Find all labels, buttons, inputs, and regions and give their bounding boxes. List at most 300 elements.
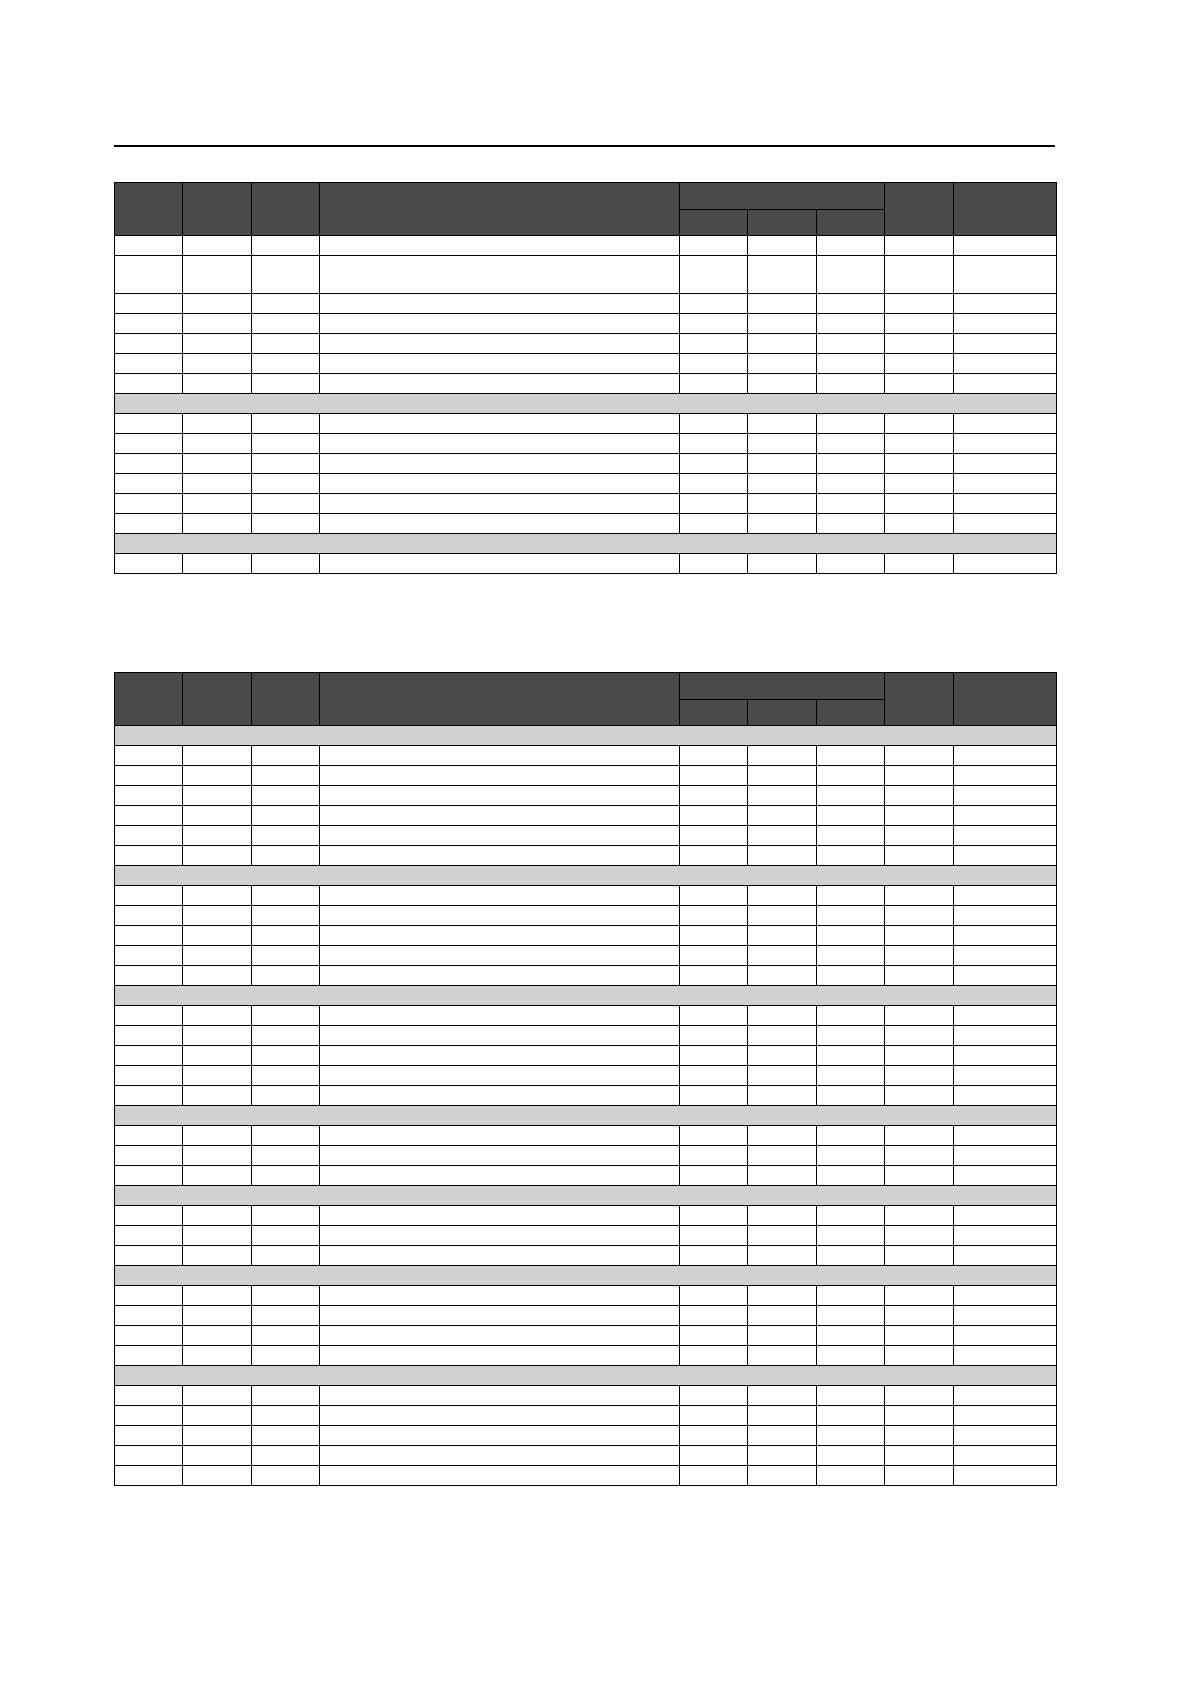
table-cell bbox=[183, 1386, 252, 1406]
table-cell bbox=[183, 1086, 252, 1106]
table-cell bbox=[954, 1046, 1057, 1066]
table-cell bbox=[817, 414, 885, 434]
table-cell bbox=[320, 1286, 680, 1306]
table-cell bbox=[748, 806, 817, 826]
table-cell bbox=[183, 786, 252, 806]
table-row bbox=[115, 1226, 1057, 1246]
table-row bbox=[115, 334, 1057, 354]
table-cell bbox=[183, 1026, 252, 1046]
table-cell bbox=[320, 1346, 680, 1366]
table-row bbox=[115, 886, 1057, 906]
table-cell bbox=[748, 1306, 817, 1326]
table-row bbox=[115, 1426, 1057, 1446]
table-cell bbox=[748, 1466, 817, 1486]
table-cell bbox=[748, 1026, 817, 1046]
table-cell bbox=[817, 966, 885, 986]
table-cell bbox=[748, 766, 817, 786]
table-cell bbox=[320, 514, 680, 534]
table-cell bbox=[885, 354, 954, 374]
table-cell bbox=[954, 1286, 1057, 1306]
table-cell bbox=[954, 1426, 1057, 1446]
table-cell bbox=[817, 494, 885, 514]
table-cell bbox=[680, 1066, 748, 1086]
table-cell bbox=[183, 1126, 252, 1146]
table-cell bbox=[115, 1026, 183, 1046]
table-cell bbox=[115, 1006, 183, 1026]
table-cell bbox=[320, 256, 680, 294]
table-cell bbox=[954, 1006, 1057, 1026]
table-cell bbox=[748, 926, 817, 946]
table-cell bbox=[680, 746, 748, 766]
table-cell bbox=[115, 1406, 183, 1426]
table-row bbox=[115, 434, 1057, 454]
table-row bbox=[115, 1166, 1057, 1186]
table-row bbox=[115, 1446, 1057, 1466]
table-cell bbox=[183, 334, 252, 354]
table-cell bbox=[115, 1126, 183, 1146]
table-cell bbox=[680, 1026, 748, 1046]
table-cell bbox=[954, 554, 1057, 574]
header-cell-col-9 bbox=[954, 673, 1057, 726]
table-cell bbox=[680, 554, 748, 574]
table-cell bbox=[817, 374, 885, 394]
table-cell bbox=[115, 1146, 183, 1166]
table-cell bbox=[954, 806, 1057, 826]
table-cell bbox=[680, 966, 748, 986]
table-cell bbox=[252, 554, 320, 574]
header-cell-col-1 bbox=[115, 673, 183, 726]
table-cell bbox=[885, 1206, 954, 1226]
table-cell bbox=[183, 1446, 252, 1466]
header-rule bbox=[114, 145, 1055, 147]
header-cell-col-2 bbox=[183, 673, 252, 726]
table-row bbox=[115, 1006, 1057, 1026]
table-cell bbox=[748, 434, 817, 454]
table-cell bbox=[748, 906, 817, 926]
table-cell bbox=[115, 1066, 183, 1086]
header-cell-col-3 bbox=[252, 183, 320, 236]
table-row bbox=[115, 514, 1057, 534]
table-cell bbox=[183, 1006, 252, 1026]
table-cell bbox=[885, 454, 954, 474]
table-cell bbox=[115, 514, 183, 534]
table-cell bbox=[954, 494, 1057, 514]
table-cell bbox=[748, 1326, 817, 1346]
table-cell bbox=[320, 1246, 680, 1266]
table-cell bbox=[183, 236, 252, 256]
table-cell bbox=[115, 1166, 183, 1186]
header-cell-sub-1 bbox=[680, 700, 748, 726]
table-cell bbox=[115, 256, 183, 294]
table-cell bbox=[320, 846, 680, 866]
table-cell bbox=[748, 1066, 817, 1086]
table-cell bbox=[954, 294, 1057, 314]
table-cell bbox=[680, 1406, 748, 1426]
table-cell bbox=[115, 1206, 183, 1226]
table-cell bbox=[183, 1306, 252, 1326]
table-row bbox=[115, 1466, 1057, 1486]
table-cell bbox=[252, 746, 320, 766]
table-cell bbox=[183, 766, 252, 786]
section-cell bbox=[115, 394, 1057, 414]
table-cell bbox=[680, 1246, 748, 1266]
table-cell bbox=[748, 1446, 817, 1466]
table-cell bbox=[817, 826, 885, 846]
table-cell bbox=[115, 1086, 183, 1106]
table-cell bbox=[320, 414, 680, 434]
table-cell bbox=[252, 1346, 320, 1366]
table-cell bbox=[183, 806, 252, 826]
table-cell bbox=[320, 1446, 680, 1466]
table-cell bbox=[320, 946, 680, 966]
table-cell bbox=[183, 1066, 252, 1086]
table-cell bbox=[748, 334, 817, 354]
table-cell bbox=[954, 1406, 1057, 1426]
table-cell bbox=[885, 1066, 954, 1086]
table-cell bbox=[817, 1466, 885, 1486]
header-cell-col-3 bbox=[252, 673, 320, 726]
table-cell bbox=[252, 1326, 320, 1346]
table-cell bbox=[252, 1006, 320, 1026]
table-cell bbox=[252, 1286, 320, 1306]
table-cell bbox=[183, 966, 252, 986]
table-cell bbox=[252, 1306, 320, 1326]
table-cell bbox=[680, 946, 748, 966]
table-cell bbox=[115, 494, 183, 514]
header-cell-sub-2 bbox=[748, 700, 817, 726]
section-cell bbox=[115, 1266, 1057, 1286]
table-cell bbox=[680, 314, 748, 334]
table-cell bbox=[320, 1146, 680, 1166]
table-cell bbox=[320, 906, 680, 926]
table-cell bbox=[252, 1466, 320, 1486]
table-cell bbox=[183, 354, 252, 374]
table-cell bbox=[320, 926, 680, 946]
table-cell bbox=[817, 926, 885, 946]
table-cell bbox=[183, 1406, 252, 1426]
table-cell bbox=[680, 256, 748, 294]
table-1 bbox=[114, 182, 1057, 574]
table-cell bbox=[320, 1426, 680, 1446]
table-row bbox=[115, 746, 1057, 766]
table-cell bbox=[320, 1406, 680, 1426]
table-cell bbox=[252, 374, 320, 394]
table-cell bbox=[252, 1386, 320, 1406]
table-cell bbox=[748, 354, 817, 374]
table-cell bbox=[320, 334, 680, 354]
table-cell bbox=[183, 1426, 252, 1446]
table-cell bbox=[183, 1326, 252, 1346]
table-cell bbox=[183, 1246, 252, 1266]
table-row bbox=[115, 766, 1057, 786]
table-cell bbox=[885, 1406, 954, 1426]
table-cell bbox=[320, 1226, 680, 1246]
table-cell bbox=[885, 374, 954, 394]
table-cell bbox=[748, 256, 817, 294]
table-cell bbox=[748, 1086, 817, 1106]
table-cell bbox=[817, 1166, 885, 1186]
table-cell bbox=[115, 434, 183, 454]
table-cell bbox=[115, 1046, 183, 1066]
table-row bbox=[115, 314, 1057, 334]
table-cell bbox=[817, 434, 885, 454]
table-cell bbox=[954, 474, 1057, 494]
table-row bbox=[115, 1086, 1057, 1106]
table-row bbox=[115, 1306, 1057, 1326]
table-cell bbox=[115, 1326, 183, 1346]
table-cell bbox=[954, 1166, 1057, 1186]
table-cell bbox=[183, 294, 252, 314]
table-cell bbox=[885, 1306, 954, 1326]
table-cell bbox=[954, 374, 1057, 394]
table-cell bbox=[252, 256, 320, 294]
table-cell bbox=[320, 826, 680, 846]
table-cell bbox=[954, 414, 1057, 434]
table-cell bbox=[954, 1386, 1057, 1406]
table-row bbox=[115, 786, 1057, 806]
table-cell bbox=[115, 766, 183, 786]
table-cell bbox=[115, 1346, 183, 1366]
table-2-body bbox=[115, 726, 1057, 1486]
section-cell bbox=[115, 726, 1057, 746]
table-cell bbox=[885, 294, 954, 314]
table-cell bbox=[885, 786, 954, 806]
table-cell bbox=[954, 1086, 1057, 1106]
table-cell bbox=[115, 314, 183, 334]
table-cell bbox=[748, 1346, 817, 1366]
table-cell bbox=[885, 1226, 954, 1246]
table-cell bbox=[748, 554, 817, 574]
table-cell bbox=[252, 1126, 320, 1146]
table-cell bbox=[817, 786, 885, 806]
table-cell bbox=[885, 334, 954, 354]
table-cell bbox=[115, 374, 183, 394]
table-cell bbox=[115, 826, 183, 846]
table-cell bbox=[954, 926, 1057, 946]
table-cell bbox=[252, 886, 320, 906]
table-row bbox=[115, 454, 1057, 474]
table-row bbox=[115, 1206, 1057, 1226]
table-cell bbox=[320, 236, 680, 256]
table-cell bbox=[252, 946, 320, 966]
table-cell bbox=[183, 826, 252, 846]
table-cell bbox=[183, 1146, 252, 1166]
table-cell bbox=[680, 434, 748, 454]
table-row bbox=[115, 554, 1057, 574]
table-cell bbox=[954, 1206, 1057, 1226]
table-cell bbox=[252, 826, 320, 846]
table-cell bbox=[320, 886, 680, 906]
table-cell bbox=[748, 1046, 817, 1066]
table-cell bbox=[954, 826, 1057, 846]
table-cell bbox=[680, 806, 748, 826]
table-cell bbox=[320, 1466, 680, 1486]
table-cell bbox=[885, 1286, 954, 1306]
table-cell bbox=[817, 1066, 885, 1086]
table-cell bbox=[680, 514, 748, 534]
table-cell bbox=[954, 1326, 1057, 1346]
table-cell bbox=[817, 236, 885, 256]
table-cell bbox=[817, 1246, 885, 1266]
table-cell bbox=[954, 1306, 1057, 1326]
table-cell bbox=[115, 926, 183, 946]
table-cell bbox=[748, 414, 817, 434]
table-cell bbox=[252, 966, 320, 986]
table-cell bbox=[954, 256, 1057, 294]
table-cell bbox=[320, 1066, 680, 1086]
table-cell bbox=[183, 474, 252, 494]
section-row bbox=[115, 1366, 1057, 1386]
section-cell bbox=[115, 986, 1057, 1006]
table-cell bbox=[954, 1026, 1057, 1046]
table-cell bbox=[115, 554, 183, 574]
table-cell bbox=[885, 434, 954, 454]
table-cell bbox=[680, 1286, 748, 1306]
table-cell bbox=[680, 1226, 748, 1246]
table-cell bbox=[115, 1286, 183, 1306]
table-cell bbox=[320, 1126, 680, 1146]
table-cell bbox=[954, 946, 1057, 966]
table-cell bbox=[680, 454, 748, 474]
table-cell bbox=[680, 1326, 748, 1346]
table-row bbox=[115, 1346, 1057, 1366]
table-cell bbox=[252, 474, 320, 494]
table-cell bbox=[954, 354, 1057, 374]
table-cell bbox=[183, 886, 252, 906]
table-cell bbox=[954, 746, 1057, 766]
table-cell bbox=[885, 1166, 954, 1186]
table-cell bbox=[183, 554, 252, 574]
section-cell bbox=[115, 1186, 1057, 1206]
table-cell bbox=[320, 806, 680, 826]
table-cell bbox=[885, 886, 954, 906]
table-cell bbox=[817, 1386, 885, 1406]
table-cell bbox=[252, 1406, 320, 1426]
section-cell bbox=[115, 1366, 1057, 1386]
table-cell bbox=[817, 906, 885, 926]
table-cell bbox=[680, 846, 748, 866]
table-cell bbox=[885, 1246, 954, 1266]
table-cell bbox=[115, 1426, 183, 1446]
table-cell bbox=[115, 1466, 183, 1486]
table-cell bbox=[748, 474, 817, 494]
table-cell bbox=[817, 1006, 885, 1026]
table-cell bbox=[885, 1146, 954, 1166]
table-cell bbox=[680, 766, 748, 786]
table-cell bbox=[817, 1446, 885, 1466]
header-cell-col-9 bbox=[954, 183, 1057, 236]
table-cell bbox=[817, 1086, 885, 1106]
section-row bbox=[115, 1106, 1057, 1126]
table-cell bbox=[183, 1346, 252, 1366]
table-cell bbox=[252, 1226, 320, 1246]
table-cell bbox=[183, 846, 252, 866]
header-cell-sub-3 bbox=[817, 210, 885, 236]
table-cell bbox=[252, 926, 320, 946]
table-cell bbox=[748, 846, 817, 866]
table-cell bbox=[817, 746, 885, 766]
table-cell bbox=[680, 1466, 748, 1486]
section-row bbox=[115, 394, 1057, 414]
table-cell bbox=[885, 494, 954, 514]
table-cell bbox=[252, 1426, 320, 1446]
table-cell bbox=[183, 1206, 252, 1226]
table-cell bbox=[252, 1206, 320, 1226]
table-row bbox=[115, 474, 1057, 494]
table-cell bbox=[320, 766, 680, 786]
table-cell bbox=[252, 1146, 320, 1166]
table-cell bbox=[252, 514, 320, 534]
table-cell bbox=[680, 1346, 748, 1366]
table-cell bbox=[115, 886, 183, 906]
table-row bbox=[115, 1026, 1057, 1046]
table-cell bbox=[252, 846, 320, 866]
table-cell bbox=[817, 1406, 885, 1426]
table-cell bbox=[320, 354, 680, 374]
header-cell-col-8 bbox=[885, 673, 954, 726]
table-cell bbox=[748, 454, 817, 474]
table-cell bbox=[320, 474, 680, 494]
table-cell bbox=[252, 1026, 320, 1046]
table-cell bbox=[748, 314, 817, 334]
table-cell bbox=[748, 1386, 817, 1406]
table-cell bbox=[817, 1286, 885, 1306]
table-cell bbox=[817, 886, 885, 906]
table-cell bbox=[320, 1326, 680, 1346]
table-cell bbox=[680, 354, 748, 374]
table-cell bbox=[680, 926, 748, 946]
table-cell bbox=[680, 1386, 748, 1406]
table-cell bbox=[748, 966, 817, 986]
table-cell bbox=[115, 294, 183, 314]
table-cell bbox=[885, 1346, 954, 1366]
table-cell bbox=[748, 786, 817, 806]
table-row bbox=[115, 1146, 1057, 1166]
table-cell bbox=[885, 806, 954, 826]
header-cell-group bbox=[680, 183, 885, 210]
table-cell bbox=[115, 966, 183, 986]
table-cell bbox=[885, 1126, 954, 1146]
table-cell bbox=[817, 334, 885, 354]
table-cell bbox=[885, 906, 954, 926]
table-cell bbox=[817, 766, 885, 786]
table-cell bbox=[817, 1146, 885, 1166]
table-cell bbox=[115, 334, 183, 354]
table-cell bbox=[954, 766, 1057, 786]
table-cell bbox=[817, 1346, 885, 1366]
table-cell bbox=[320, 1046, 680, 1066]
table-cell bbox=[885, 1386, 954, 1406]
table-cell bbox=[320, 1026, 680, 1046]
table-cell bbox=[252, 906, 320, 926]
table-cell bbox=[680, 1306, 748, 1326]
table-cell bbox=[680, 236, 748, 256]
table-cell bbox=[817, 474, 885, 494]
table-cell bbox=[748, 1166, 817, 1186]
table-1-body bbox=[115, 236, 1057, 574]
table-row bbox=[115, 414, 1057, 434]
section-row bbox=[115, 1186, 1057, 1206]
table-row bbox=[115, 846, 1057, 866]
table-row bbox=[115, 1286, 1057, 1306]
table-cell bbox=[320, 374, 680, 394]
table-cell bbox=[115, 474, 183, 494]
table-cell bbox=[320, 294, 680, 314]
table-cell bbox=[320, 966, 680, 986]
table-cell bbox=[885, 1026, 954, 1046]
section-cell bbox=[115, 1106, 1057, 1126]
table-cell bbox=[183, 374, 252, 394]
